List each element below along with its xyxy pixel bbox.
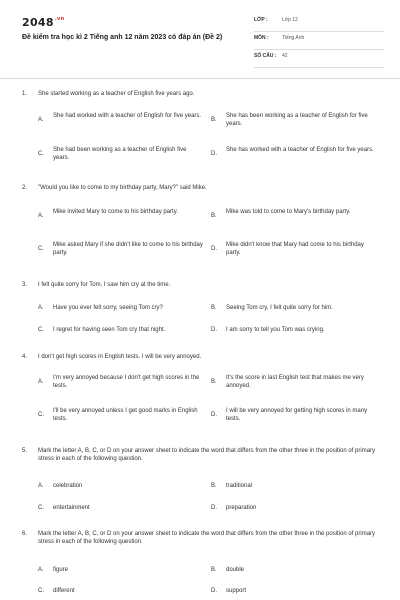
option-letter: C. bbox=[38, 588, 44, 594]
option-text: Mike didn't know that Mary had come to his birthday party. bbox=[226, 242, 364, 256]
option-text: different bbox=[53, 588, 75, 594]
meta-row-class bbox=[254, 14, 384, 32]
meta-row-count bbox=[254, 50, 384, 68]
question-stem: Mark the letter A, B, C, or D on your answer sheet to indicate the word that differs from the other three in the position of primary stress in each of the following question. bbox=[38, 448, 376, 462]
option-text: double bbox=[226, 567, 245, 573]
option-text: Mike asked Mary if she didn't like to come to his birthday party. bbox=[53, 242, 203, 256]
option-letter: A. bbox=[38, 379, 44, 385]
option-text: She had worked with a teacher of English for five years. bbox=[53, 113, 202, 119]
meta-row-subject bbox=[254, 32, 384, 50]
meta-key: LỚP : bbox=[254, 17, 268, 23]
option-text: She has worked with a teacher of English for five years. bbox=[226, 147, 374, 153]
option-letter: A. bbox=[38, 567, 44, 573]
option-text: Seeing Tom cry, I felt quite sorry for him. bbox=[226, 305, 333, 311]
question-number: 3. bbox=[22, 282, 28, 288]
option-text: support bbox=[226, 588, 247, 594]
option-letter: A. bbox=[38, 213, 44, 219]
question-stem: I don't get high scores in English tests. I will be very annoyed. bbox=[38, 354, 202, 360]
option-text: I am sorry to tell you Tom was crying. bbox=[226, 327, 325, 333]
option-letter: B. bbox=[211, 117, 217, 123]
option-text: figure bbox=[53, 567, 69, 573]
question-number: 6. bbox=[22, 531, 28, 537]
question-stem: I felt quite sorry for Tom. I saw him cry at the time. bbox=[38, 282, 171, 288]
option-letter: B. bbox=[211, 379, 217, 385]
option-letter: C. bbox=[38, 246, 44, 252]
question-stem: "Would you like to come to my birthday party, Mary?" said Mike. bbox=[38, 185, 207, 191]
option-text: I'm very annoyed because I don't get high scores in the tests. bbox=[53, 375, 200, 389]
meta-value: Tiếng Anh bbox=[282, 35, 305, 41]
page-title: Đề kiểm tra học kì 2 Tiếng anh 12 năm 2023 có đáp án (Đề 2) bbox=[22, 34, 223, 41]
option-letter: D. bbox=[211, 327, 217, 333]
option-text: Mike invited Mary to come to his birthday party. bbox=[53, 209, 178, 215]
option-letter: B. bbox=[211, 213, 217, 219]
option-text: I will be very annoyed for getting high scores in many tests. bbox=[226, 408, 368, 422]
option-text: traditional bbox=[226, 483, 253, 489]
page-header bbox=[0, 0, 400, 66]
option-letter: D. bbox=[211, 246, 217, 252]
option-text: I regret for having seen Tom cry that night. bbox=[53, 327, 166, 333]
question-number: 5. bbox=[22, 448, 28, 454]
logo-text: 2048 bbox=[22, 16, 54, 29]
option-letter: D. bbox=[211, 412, 217, 418]
option-letter: D. bbox=[211, 505, 217, 511]
option-text: preparation bbox=[226, 505, 257, 511]
option-text: I'll be very annoyed unless I get good marks in English tests. bbox=[53, 408, 198, 422]
option-letter: B. bbox=[211, 483, 217, 489]
question-number: 4. bbox=[22, 354, 28, 360]
option-letter: A. bbox=[38, 483, 44, 489]
option-text: She has been working as a teacher of English for five years. bbox=[226, 113, 368, 127]
option-letter: D. bbox=[211, 588, 217, 594]
question-stem: She started working as a teacher of English five years ago. bbox=[38, 91, 195, 97]
option-letter: C. bbox=[38, 505, 44, 511]
logo-suffix: .vn bbox=[54, 16, 65, 22]
option-text: She had been working as a teacher of English five years. bbox=[53, 147, 187, 161]
exam-meta bbox=[254, 14, 384, 68]
meta-key: MÔN : bbox=[254, 35, 269, 41]
option-letter: B. bbox=[211, 305, 217, 311]
option-text: Mike was told to come to Mary's birthday party. bbox=[226, 209, 351, 215]
option-letter: C. bbox=[38, 151, 44, 157]
question-number: 1. bbox=[22, 91, 28, 97]
meta-key: SỐ CÂU : bbox=[254, 53, 277, 59]
site-logo[interactable] bbox=[22, 16, 64, 29]
option-letter: A. bbox=[38, 305, 44, 311]
option-letter: B. bbox=[211, 567, 217, 573]
meta-value: Lớp 12 bbox=[282, 17, 298, 23]
option-text: It's the score in last English test that makes me very annoyed. bbox=[226, 375, 364, 389]
option-text: celebration bbox=[53, 483, 83, 489]
question-number: 2. bbox=[22, 185, 28, 191]
option-letter: C. bbox=[38, 327, 44, 333]
option-text: Have you ever felt sorry, seeing Tom cry? bbox=[53, 305, 163, 311]
header-divider bbox=[0, 78, 400, 79]
option-letter: A. bbox=[38, 117, 44, 123]
option-letter: D. bbox=[211, 151, 217, 157]
option-letter: C. bbox=[38, 412, 44, 418]
meta-value: 42 bbox=[282, 53, 288, 59]
question-stem: Mark the letter A, B, C, or D on your answer sheet to indicate the word that differs from the other three in the position of primary stress in each of the following question. bbox=[38, 531, 376, 545]
option-text: entertainment bbox=[53, 505, 90, 511]
